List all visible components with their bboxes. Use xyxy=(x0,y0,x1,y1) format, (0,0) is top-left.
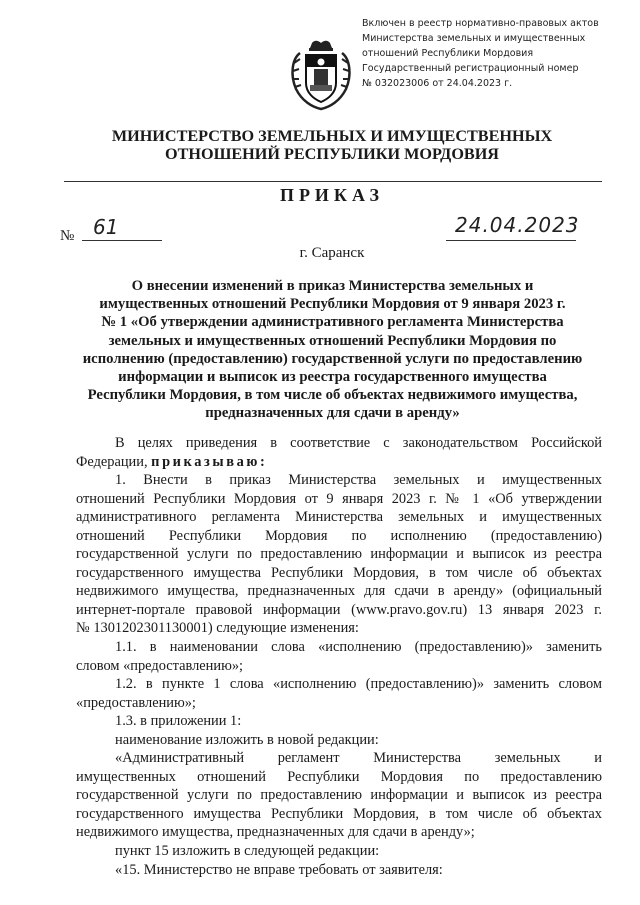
body-line: государственной услуги по предоставлению информации и выписок из реестра xyxy=(76,546,602,563)
body-line: 1.2. в пункте 1 слова «исполнению (предоставлению)» заменить словом xyxy=(115,676,602,693)
body-line: отношений Республики Мордовия от 9 января 2023 г. № 1 «Об утверждении xyxy=(76,490,602,507)
stamp-line: № 032023006 от 24.04.2023 г. xyxy=(362,78,513,89)
body-line: административного регламента Министерства земельных и имущественных xyxy=(76,509,602,526)
body-line: словом «предоставлению»; xyxy=(76,657,244,674)
title-line: исполнению (предоставлению) государственной услуги по предоставлению xyxy=(82,350,583,367)
body-line: отношений Республики Мордовия по исполнению (предоставлению) xyxy=(76,527,602,544)
title-line: № 1 «Об утверждении административного регламента Министерства xyxy=(101,314,564,331)
title-line: имущественных отношений Республики Мордовия от 9 января 2023 г. xyxy=(99,296,566,313)
body-line: государственного имущества Республики Мордовия, в том числе об объектах xyxy=(76,805,602,822)
stamp-line: отношений Республики Мордовия xyxy=(362,48,534,59)
title-line: земельных и имущественных отношений Республики Мордовия по xyxy=(108,332,557,349)
body-line: «предоставлению»; xyxy=(76,694,196,711)
ministry-line: ОТНОШЕНИЙ РЕСПУБЛИКИ МОРДОВИЯ xyxy=(165,145,499,163)
coat-of-arms-icon xyxy=(288,39,354,111)
header-divider xyxy=(64,181,602,182)
handwritten-date: 24.04.2023 xyxy=(455,213,580,237)
order-body xyxy=(76,434,602,879)
body-line: 1. Внести в приказ Министерства земельных и имущественных xyxy=(115,472,602,489)
body-line: государственного имущества Республики Мордовия, в том числе об объектах xyxy=(76,564,602,581)
city: г. Саранск xyxy=(299,245,365,261)
body-line: недвижимого имущества, предназначенных для сдачи в аренду»; xyxy=(76,824,475,841)
document-type: ПРИКАЗ xyxy=(279,185,385,205)
handwritten-number: 61 xyxy=(93,215,119,239)
body-line: недвижимого имущества, предназначенных для сдачи в аренду» (официальный xyxy=(76,583,602,600)
body-text: Федерации, xyxy=(76,453,148,470)
body-line: № 1301202301130001) следующие изменения: xyxy=(76,620,359,637)
body-line: интернет-портале правовой информации (www.pravo.gov.ru) 13 января 2023 г. xyxy=(76,601,602,618)
registry-stamp xyxy=(362,16,632,91)
body-line: В целях приведения в соответствие с законодательством Российской xyxy=(115,435,602,451)
date-underline xyxy=(446,240,576,241)
title-line: Республики Мордовия, в том числе об объектах недвижимого имущества, xyxy=(87,387,578,404)
order-title xyxy=(60,277,605,423)
body-line: пункт 15 изложить в следующей редакции: xyxy=(115,843,380,860)
body-line: «15. Министерство не вправе требовать от заявителя: xyxy=(115,861,443,878)
ministry-line: МИНИСТЕРСТВО ЗЕМЕЛЬНЫХ И ИМУЩЕСТВЕННЫХ xyxy=(111,127,553,145)
body-line: государственной услуги по предоставлению информации и выписок из реестра xyxy=(76,787,602,804)
title-line: предназначенных для сдачи в аренду» xyxy=(205,405,460,422)
stamp-line: Государственный регистрационный номер xyxy=(362,63,579,74)
directive-word: приказываю: xyxy=(151,453,268,470)
title-line: информации и выписок из реестра государственного имущества xyxy=(118,369,547,386)
number-underline xyxy=(82,240,162,241)
body-line: 1.1. в наименовании слова «исполнению (предоставлению)» заменить xyxy=(115,639,602,656)
stamp-line: Министерства земельных и имущественных xyxy=(362,33,586,44)
stamp-line: Включен в реестр нормативно-правовых актов xyxy=(362,18,599,29)
body-line: 1.3. в приложении 1: xyxy=(115,713,242,730)
body-line: наименование изложить в новой редакции: xyxy=(115,731,379,748)
ministry-name xyxy=(60,127,604,163)
number-label: № xyxy=(60,228,75,244)
title-line: О внесении изменений в приказ Министерства земельных и xyxy=(131,278,534,294)
body-line: имущественных отношений Республики Мордовия по предоставлению xyxy=(76,768,602,785)
body-line xyxy=(76,453,602,472)
body-line: «Административный регламент Министерства земельных и xyxy=(115,750,602,767)
